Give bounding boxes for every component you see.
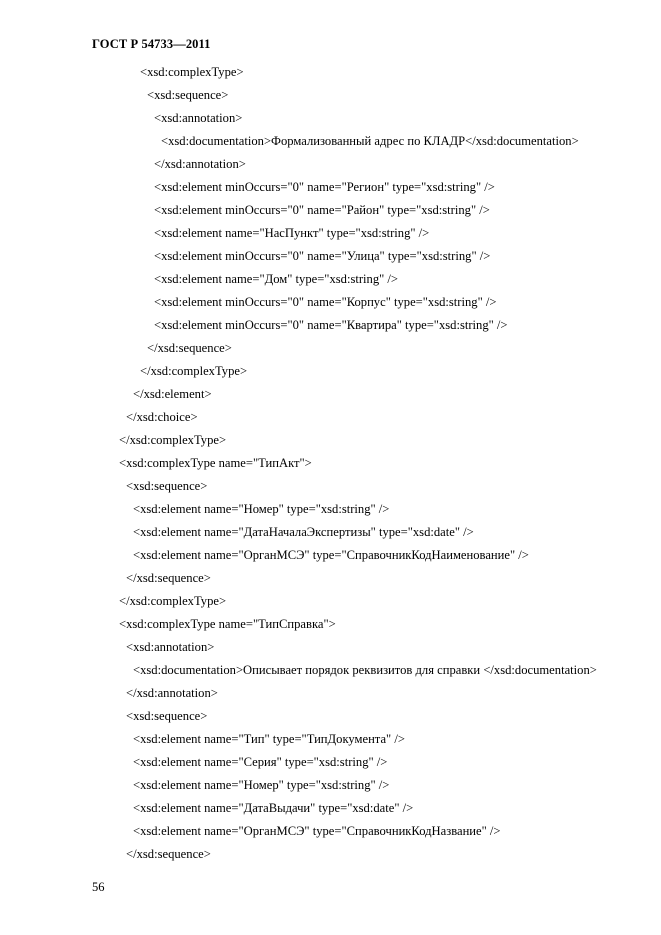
page-number: 56 (92, 880, 105, 894)
code-line: <xsd:documentation>Формализованный адрес по КЛАДР</xsd:documentation> (161, 134, 579, 148)
code-line: <xsd:sequence> (126, 709, 208, 723)
code-line: </xsd:sequence> (147, 341, 232, 355)
code-line: </xsd:complexType> (140, 364, 248, 378)
code-line: </xsd:element> (133, 387, 212, 401)
code-line: <xsd:element minOccurs="0" name="Улица" type="xsd:string" /> (154, 249, 491, 263)
code-line: <xsd:sequence> (126, 479, 208, 493)
code-line: <xsd:element name="Дом" type="xsd:string" /> (154, 272, 399, 286)
code-line: <xsd:annotation> (126, 640, 215, 654)
code-line: <xsd:complexType name="ТипСправка"> (119, 617, 336, 631)
code-line: </xsd:sequence> (126, 847, 211, 861)
code-line: <xsd:element name="ОрганМСЭ" type="СправочникКодНаименование" /> (133, 548, 529, 562)
code-line: <xsd:element minOccurs="0" name="Квартира" type="xsd:string" /> (154, 318, 508, 332)
code-line: <xsd:element name="Тип" type="ТипДокумента" /> (133, 732, 405, 746)
code-line: </xsd:choice> (126, 410, 198, 424)
code-line: <xsd:documentation>Описывает порядок реквизитов для справки </xsd:documentation> (133, 663, 597, 677)
code-line: <xsd:sequence> (147, 88, 229, 102)
code-line: </xsd:annotation> (154, 157, 246, 171)
code-line: </xsd:complexType> (119, 594, 227, 608)
code-line: <xsd:element name="Номер" type="xsd:string" /> (133, 778, 390, 792)
code-line: <xsd:element name="ДатаНачалаЭкспертизы" type="xsd:date" /> (133, 525, 474, 539)
code-line: <xsd:element minOccurs="0" name="Регион" type="xsd:string" /> (154, 180, 495, 194)
code-line: <xsd:complexType> (140, 65, 244, 79)
code-line: <xsd:element name="НасПункт" type="xsd:string" /> (154, 226, 430, 240)
code-line: </xsd:complexType> (119, 433, 227, 447)
code-line: <xsd:element name="ДатаВыдачи" type="xsd:date" /> (133, 801, 414, 815)
code-line: <xsd:annotation> (154, 111, 243, 125)
document-header: ГОСТ Р 54733—2011 (92, 37, 211, 51)
code-line: <xsd:element minOccurs="0" name="Район" type="xsd:string" /> (154, 203, 490, 217)
code-line: <xsd:element name="Номер" type="xsd:string" /> (133, 502, 390, 516)
code-line: <xsd:element name="ОрганМСЭ" type="СправочникКодНазвание" /> (133, 824, 501, 838)
code-line: </xsd:annotation> (126, 686, 218, 700)
code-line: <xsd:element name="Серия" type="xsd:string" /> (133, 755, 388, 769)
code-line: </xsd:sequence> (126, 571, 211, 585)
code-line: <xsd:complexType name="ТипАкт"> (119, 456, 312, 470)
code-line: <xsd:element minOccurs="0" name="Корпус" type="xsd:string" /> (154, 295, 497, 309)
